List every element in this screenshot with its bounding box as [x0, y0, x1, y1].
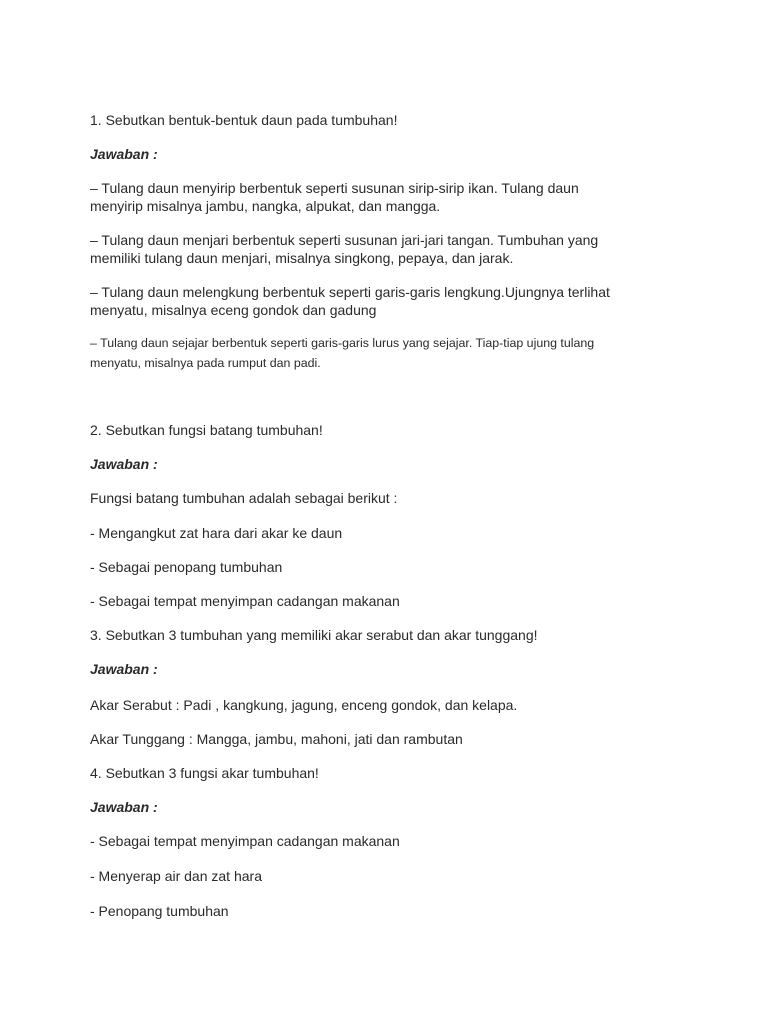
q1-para2-line1: – Tulang daun menjari berbentuk seperti susunan jari-jari tangan. Tumbuhan yang [90, 232, 599, 248]
q1-para3-line1: – Tulang daun melengkung berbentuk seperti garis-garis lengkung.Ujungnya terlihat [90, 284, 610, 300]
q2-item-2: - Sebagai penopang tumbuhan [90, 559, 283, 575]
q4-item-2: - Menyerap air dan zat hara [90, 868, 262, 884]
q4-item-3: - Penopang tumbuhan [90, 903, 229, 919]
q2-item-3: - Sebagai tempat menyimpan cadangan makanan [90, 593, 400, 609]
q2-item-1: - Mengangkut zat hara dari akar ke daun [90, 525, 343, 541]
q1-para1-line1: – Tulang daun menyirip berbentuk seperti susunan sirip-sirip ikan. Tulang daun [90, 180, 579, 196]
q3-serabut: Akar Serabut : Padi , kangkung, jagung, enceng gondok, dan kelapa. [90, 697, 518, 713]
question-1: 1. Sebutkan bentuk-bentuk daun pada tumbuhan! [90, 112, 398, 128]
q1-para3-line2: menyatu, misalnya eceng gondok dan gadung [90, 302, 377, 318]
question-3: 3. Sebutkan 3 tumbuhan yang memiliki akar serabut dan akar tunggang! [90, 627, 538, 643]
question-4: 4. Sebutkan 3 fungsi akar tumbuhan! [90, 765, 319, 781]
q1-para1-line2: menyirip misalnya jambu, nangka, alpukat, dan mangga. [90, 198, 441, 214]
q2-intro: Fungsi batang tumbuhan adalah sebagai berikut : [90, 490, 398, 506]
answer-label-4: Jawaban : [90, 799, 158, 815]
q1-para4-line2: menyatu, misalnya pada rumput dan padi. [90, 356, 321, 370]
q1-para4-line1: – Tulang daun sejajar berbentuk seperti garis-garis lurus yang sejajar. Tiap-tiap ujung tulang [90, 336, 595, 350]
answer-label-2: Jawaban : [90, 456, 158, 472]
q1-para2-line2: memiliki tulang daun menjari, misalnya singkong, pepaya, dan jarak. [90, 250, 514, 266]
answer-label-3: Jawaban : [90, 661, 158, 677]
question-2: 2. Sebutkan fungsi batang tumbuhan! [90, 422, 323, 438]
q4-item-1: - Sebagai tempat menyimpan cadangan makanan [90, 833, 400, 849]
answer-label-1: Jawaban : [90, 146, 158, 162]
q3-tunggang: Akar Tunggang : Mangga, jambu, mahoni, jati dan rambutan [90, 731, 463, 747]
